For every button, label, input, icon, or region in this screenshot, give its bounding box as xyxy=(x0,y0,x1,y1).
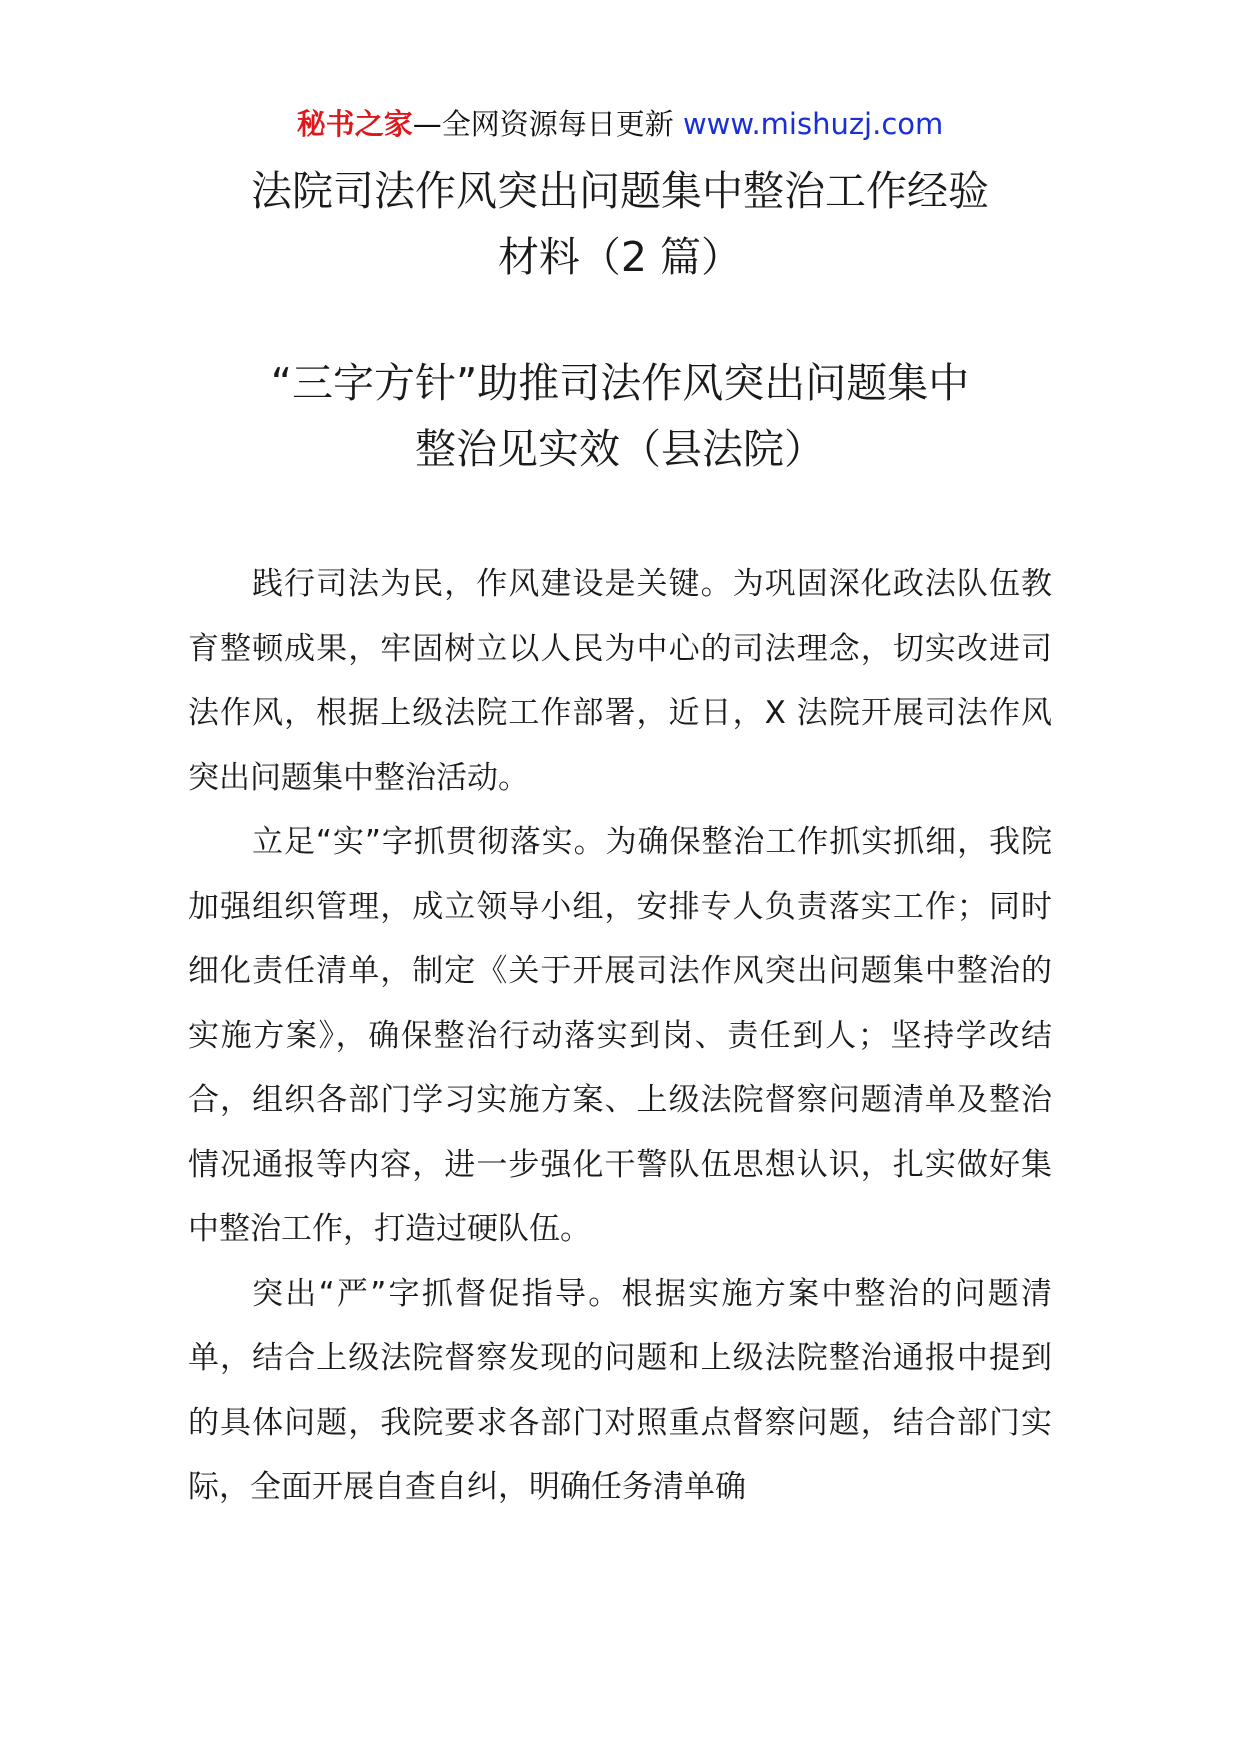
body-paragraph-3: 突出“严”字抓督促指导。根据实施方案中整治的问题清单，结合上级法院督察发现的问题和上级法院整治通报中提到的具体问题，我院要求各部门对照重点督察问题，结合部门实际，全面开展自查自纠，明确任务清单确 xyxy=(188,1275,1052,1505)
document-title-line-2: 材料（2 篇） xyxy=(497,233,743,281)
site-url-link[interactable]: www.mishuzj.com xyxy=(682,107,944,141)
site-header xyxy=(0,104,1240,144)
document-title-line-1: 法院司法作风突出问题集中整治工作经验 xyxy=(251,167,989,215)
article-body xyxy=(188,552,1052,1520)
article-title-line-1: “三字方针”助推司法作风突出问题集中 xyxy=(270,359,970,407)
header-tagline: —全网资源每日更新 xyxy=(412,107,683,141)
body-paragraph-1: 践行司法为民，作风建设是关键。为巩固深化政法队伍教育整顿成果，牢固树立以人民为中心的司法理念，切实改进司法作风，根据上级法院工作部署，近日，X 法院开展司法作风突出问题集中整治活动。 xyxy=(188,566,1052,796)
document-title xyxy=(150,158,1090,290)
article-title xyxy=(150,350,1090,482)
body-paragraph-2: 立足“实”字抓贯彻落实。为确保整治工作抓实抓细，我院加强组织管理，成立领导小组，安排专人负责落实工作；同时细化责任清单，制定《关于开展司法作风突出问题集中整治的实施方案》，确保整治行动落实到岗、责任到人；坚持学改结合，组织各部门学习实施方案、上级法院督察问题清单及整治情况通报等内容，进一步强化干警队伍思想认识，扎实做好集中整治工作，打造过硬队伍。 xyxy=(188,824,1052,1247)
article-title-line-2: 整治见实效（县法院） xyxy=(415,425,825,473)
brand-name: 秘书之家 xyxy=(296,107,413,141)
